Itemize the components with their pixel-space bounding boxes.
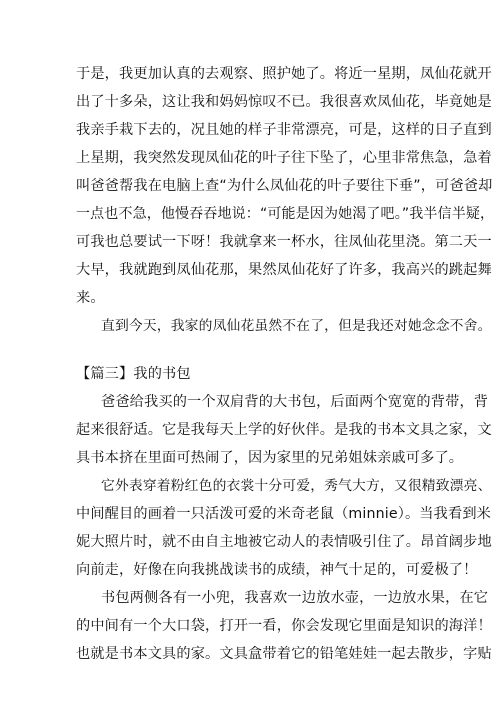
text-line: 也就是书本文具的家。文具盒带着它的铅笔娃娃一起去散步，字贴 (76, 646, 492, 662)
section-heading: 【篇三】我的书包 (76, 366, 191, 382)
text-line: 可我也总要试一下呀！我就拿来一杯水，往凤仙花里浇。第二天一 (76, 234, 492, 250)
text-line: 上星期，我突然发现凤仙花的叶子往下坠了，心里非常焦急，急着 (76, 150, 492, 166)
text-line: 一点也不急，他慢吞吞地说：“可能是因为她渴了吧。”我半信半疑， (76, 206, 495, 222)
text-line: 于是，我更加认真的去观察、照护她了。将近一星期，凤仙花就开 (76, 66, 492, 82)
text-line: 出了十多朵，这让我和妈妈惊叹不已。我很喜欢凤仙花，毕竟她是 (76, 94, 492, 110)
text-line: 爸爸给我买的一个双肩背的大书包，后面两个宽宽的背带，背 (101, 394, 489, 410)
text-line: 我亲手栽下去的，况且她的样子非常漂亮，可是，这样的日子直到 (76, 122, 492, 138)
text-line: 来。 (76, 290, 105, 306)
text-line: 直到今天，我家的凤仙花虽然不在了，但是我还对她念念不舍。 (101, 318, 492, 334)
text-line: 具书本挤在里面可热闹了，因为家里的兄弟姐妹亲戚可多了。 (76, 450, 464, 466)
text-line: 中间醒目的画着一只活泼可爱的米奇老鼠（minnie）。当我看到米 (76, 506, 491, 522)
text-line: 的中间有一个大口袋，打开一看，你会发现它里面是知识的海洋！ (76, 618, 492, 634)
text-line: 叫爸爸帮我在电脑上查“为什么凤仙花的叶子要往下垂”，可爸爸却 (76, 178, 493, 194)
text-line: 它外表穿着粉红色的衣裳十分可爱，秀气大方，又很精致漂亮、 (101, 478, 492, 494)
text-line: 妮大照片时，就不由自主地被它动人的表情吸引住了。昂首阔步地 (76, 534, 492, 550)
text-line: 书包两侧各有一小兜，我喜欢一边放水壶，一边放水果，在它 (101, 590, 489, 606)
text-line: 向前走，好像在向我挑战读书的成绩，神气十足的，可爱极了！ (76, 562, 478, 578)
text-line: 起来很舒适。它是我每天上学的好伙伴。是我的书本文具之家，文 (76, 422, 492, 438)
text-line: 大早，我就跑到凤仙花那，果然凤仙花好了许多，我高兴的跳起舞 (76, 262, 492, 278)
